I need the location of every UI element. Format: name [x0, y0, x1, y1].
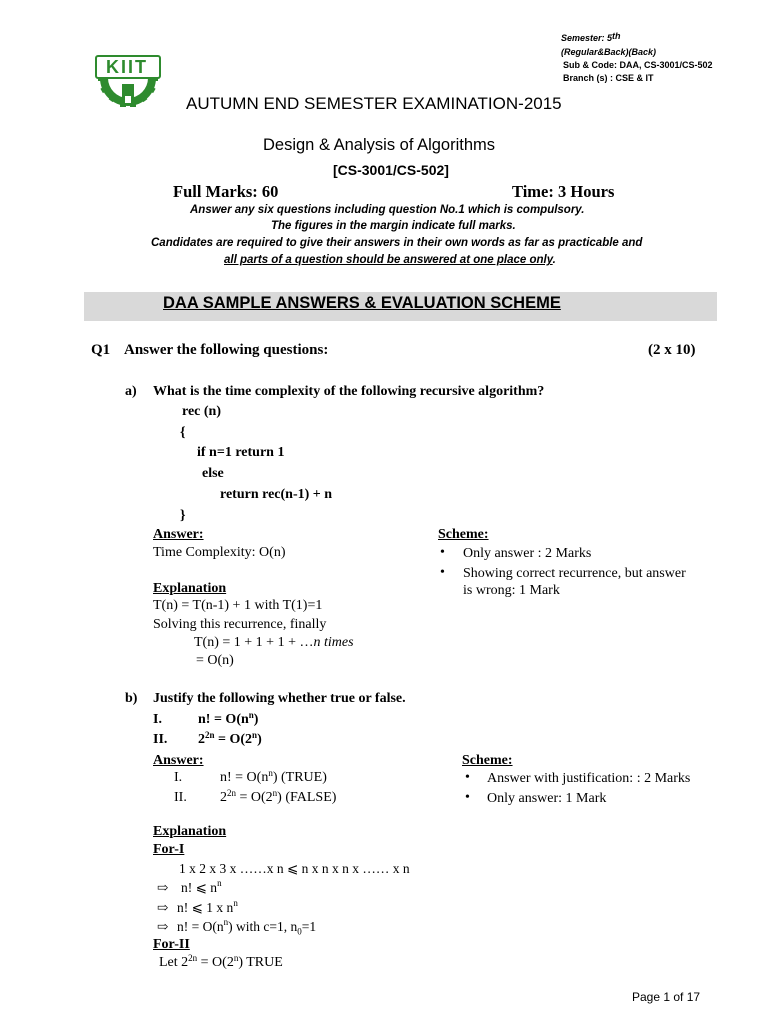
qb-for2-c: ) TRUE — [238, 955, 283, 970]
qa-label: a) — [125, 384, 137, 399]
qb-ans2 — [220, 790, 336, 806]
implies-arrow-icon: ⇨ — [157, 880, 169, 895]
qb-expl-3-sup: n — [233, 898, 238, 908]
qb-for2-heading: For-II — [153, 937, 190, 952]
qb-for2-a: Let 2 — [159, 955, 189, 970]
page-number: Page 1 of 17 — [632, 990, 701, 1004]
qa-scheme-2a: Showing correct recurrence, but answer — [463, 566, 686, 581]
instruction-4-end: . — [552, 254, 556, 266]
logo-text: KIIT — [106, 57, 148, 77]
qb-ans2-end: ) (FALSE) — [277, 790, 337, 805]
qb-answer-heading: Answer: — [153, 753, 204, 768]
bullet-icon: • — [465, 790, 470, 805]
qb-question: Justify the following whether true or false. — [153, 691, 406, 706]
qa-expl-2: Solving this recurrence, finally — [153, 617, 327, 632]
qb-label: b) — [125, 691, 138, 706]
code-line-1: rec (n) — [182, 404, 221, 419]
qb-ii-statement: $2^{2n} = O(2^n)$ — [198, 730, 262, 747]
qb-ii-sup2: n — [252, 730, 258, 740]
qb-i-text: n! = O(n — [198, 712, 249, 727]
qb-ii-base: 2 — [198, 732, 205, 747]
qa-scheme-heading: Scheme: — [438, 527, 489, 542]
bullet-icon: • — [440, 545, 445, 560]
subject-title: Design & Analysis of Algorithms — [263, 136, 496, 154]
qb-i-statement: n! = $O(n^n)$ — [198, 710, 259, 727]
banner-title: DAA SAMPLE ANSWERS & EVALUATION SCHEME — [163, 294, 561, 312]
semester-text: Semester: 5 — [561, 33, 613, 43]
qb-i-label: I. — [153, 712, 162, 727]
sub-code-label: Sub & Code: DAA, CS-3001/CS-502 — [563, 60, 713, 70]
code-line-3: if n=1 return 1 — [197, 445, 285, 460]
qb-for1-heading: For-I — [153, 842, 185, 857]
qb-for2-sup2: n — [233, 953, 239, 963]
qa-scheme-2b: is wrong: 1 Mark — [463, 583, 560, 598]
subject-code: [CS-3001/CS-502] — [333, 162, 449, 178]
qb-for2-line — [159, 955, 283, 971]
qa-explanation-heading: Explanation — [153, 581, 227, 596]
qb-ii-mid: = O(2 — [214, 732, 253, 747]
qb-scheme-1: Answer with justification: : 2 Marks — [487, 771, 691, 786]
qb-scheme-2: Only answer: 1 Mark — [487, 791, 607, 806]
qb-ans1-end: ) (TRUE) — [272, 770, 327, 785]
qb-explanation-heading: Explanation — [153, 824, 227, 839]
semester-sup: th — [612, 31, 621, 41]
code-line-2: { — [180, 425, 186, 440]
qa-answer-heading: Answer: — [153, 527, 204, 542]
regular-back-label: (Regular&Back)(Back) — [561, 47, 657, 57]
qb-expl-1: 1 x 2 x 3 x ……x n ⩽ n x n x n x …… x n — [179, 861, 410, 876]
qb-ans1-label: I. — [174, 770, 183, 785]
qa-expl-4: = O(n) — [196, 653, 234, 668]
instruction-4 — [224, 254, 556, 266]
qa-question: What is the time complexity of the following recursive algorithm? — [153, 384, 545, 399]
branch-label: Branch (s) : CSE & IT — [563, 73, 654, 83]
instruction-2: The figures in the margin indicate full marks. — [271, 220, 516, 232]
exam-title: AUTUMN END SEMESTER EXAMINATION-2015 — [186, 94, 562, 113]
qb-expl-4-sup: n — [223, 917, 229, 927]
code-line-4: else — [202, 466, 224, 481]
q1-marks: (2 x 10) — [648, 342, 696, 358]
qb-ii-label: II. — [153, 732, 168, 747]
code-line-6: } — [180, 508, 186, 523]
qb-expl-2-sup: n — [217, 878, 222, 888]
qb-for2-sup1: 2n — [188, 953, 198, 963]
kiit-logo — [92, 52, 164, 112]
qb-ans2-sup2: n — [272, 788, 278, 798]
exam-time: Time: 3 Hours — [512, 182, 615, 201]
instruction-1: Answer any six questions including question No.1 which is compulsory. — [190, 204, 585, 216]
implies-arrow-icon: ⇨ — [157, 919, 169, 934]
instruction-3: Candidates are required to give their answers in their own words as far as practicable and — [151, 237, 643, 249]
q1-number: Q1 — [91, 342, 111, 358]
qb-ii-sup1: 2n — [205, 730, 215, 740]
qb-expl-4-sub: 0 — [297, 926, 302, 937]
qa-answer: Time Complexity: O(n) — [153, 545, 286, 560]
qb-expl-4-a: n! = O(n — [177, 919, 224, 934]
qb-ans1-text: n! = O(n — [220, 770, 269, 785]
qb-ans2-sup1: 2n — [227, 788, 236, 798]
qa-scheme-1: Only answer : 2 Marks — [463, 546, 592, 561]
qa-expl-3-text: T(n) = 1 + 1 + 1 + … — [194, 635, 314, 650]
qb-ans2-mid: = O(2 — [236, 790, 273, 805]
qa-expl-1: T(n) = T(n-1) + 1 with T(1)=1 — [153, 598, 323, 613]
qb-ans1-sup: n — [268, 768, 273, 778]
qb-for2-b: = O(2 — [197, 955, 234, 970]
qb-expl-3 — [177, 900, 238, 916]
qa-expl-3 — [194, 635, 354, 651]
bullet-icon: • — [440, 565, 445, 580]
instruction-4-text: all parts of a question should be answered at one place only — [224, 254, 553, 266]
qb-i-sup: n — [248, 710, 254, 720]
qb-ans2-label: II. — [174, 790, 187, 805]
qb-expl-2-text: n! ⩽ n — [181, 880, 218, 895]
qb-ans1 — [220, 770, 327, 786]
code-line-5: return rec(n-1) + n — [220, 487, 333, 502]
implies-arrow-icon: ⇨ — [157, 900, 169, 915]
qb-expl-3-text: n! ⩽ 1 x n — [177, 900, 234, 915]
qb-expl-4-c: =1 — [301, 919, 317, 934]
q1-text: Answer the following questions: — [124, 342, 329, 358]
qa-expl-3-italic: n times — [313, 635, 354, 650]
qb-scheme-heading: Scheme: — [462, 753, 513, 768]
qb-expl-2 — [181, 880, 222, 896]
bullet-icon: • — [465, 770, 470, 785]
qb-expl-4 — [177, 919, 316, 937]
qb-expl-4-b: ) with c=1, n — [228, 919, 298, 934]
semester-label — [561, 32, 621, 45]
full-marks: Full Marks: 60 — [173, 182, 279, 201]
qb-ans2-base: 2 — [220, 790, 227, 805]
